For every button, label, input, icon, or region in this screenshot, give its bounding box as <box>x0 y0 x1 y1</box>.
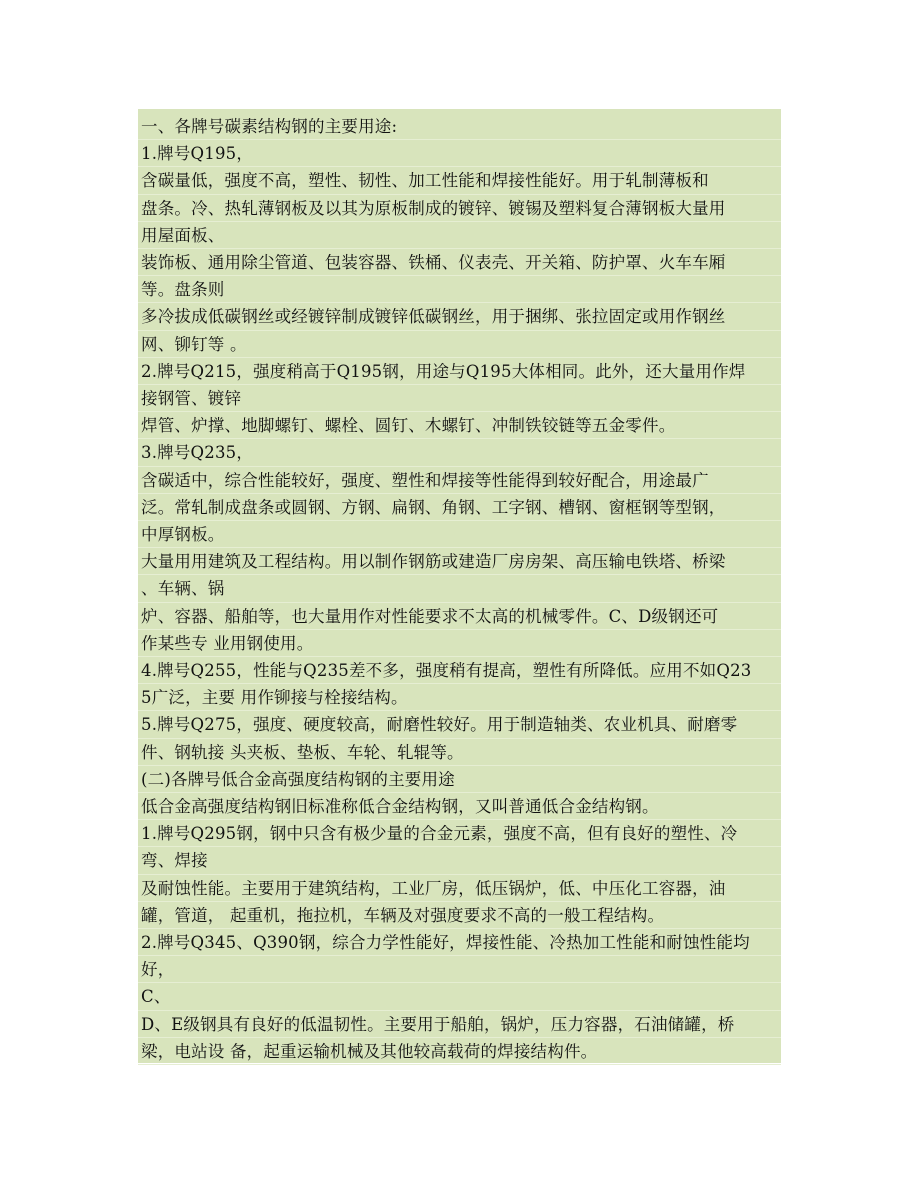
text-line: 一、各牌号碳素结构钢的主要用途: <box>141 117 398 136</box>
text-line: 焊管、炉撑、地脚螺钉、螺栓、圆钉、木螺钉、冲制铁铰链等五金零件。 <box>141 416 676 436</box>
text-line: 1.牌号Q295钢，钢中只含有极少量的合金元素，强度不高，但有良好的塑性、冷 <box>141 824 738 844</box>
text-line: 5.牌号Q275，强度、硬度较高，耐磨性较好。用于制造轴类、农业机具、耐磨零 <box>141 715 738 735</box>
text-line: 等。盘条则 <box>141 280 225 300</box>
text-line: 含碳适中，综合性能较好，强度、塑性和焊接等性能得到较好配合，用途最广 <box>141 470 709 490</box>
text-line: 作某些专 业用钢使用。 <box>141 633 314 653</box>
text-line: 含碳量低，强度不高，塑性、韧性、加工性能和焊接性能好。用于轧制薄板和 <box>141 171 709 191</box>
text-line: 网、铆钉等 。 <box>141 334 247 354</box>
text-line: 泛。常轧制成盘条或圆钢、方钢、扁钢、角钢、工字钢、槽钢、窗框钢等型钢， <box>141 497 726 517</box>
text-line: 2.牌号Q345、Q390钢，综合力学性能好，焊接性能、冷热加工性能和耐蚀性能均 <box>141 933 750 952</box>
document-panel <box>138 109 781 1063</box>
text-line: 梁，电站设 备，起重运输机械及其他较高载荷的焊接结构件。 <box>141 1041 598 1061</box>
text-line: 2.牌号Q215，强度稍高于Q195钢，用途与Q195大体相同。此外，还大量用作焊 <box>141 361 746 381</box>
text-line: 4.牌号Q255，性能与Q235差不多，强度稍有提高，塑性有所降低。应用不如Q23 <box>141 661 752 680</box>
text-line: 低合金高强度结构钢旧标准称低合金结构钢，又叫普通低合金结构钢。 <box>141 797 659 816</box>
text-line: 多冷拔成低碳钢丝或经镀锌制成镀锌低碳钢丝，用于捆绑、张拉固定或用作钢丝 <box>141 307 726 327</box>
text-line: 炉、容器、船舶等，也大量用作对性能要求不太高的机械零件。C、D级钢还可 <box>141 606 719 626</box>
text-line: 弯、焊接 <box>141 851 208 871</box>
text-line: 中厚钢板。 <box>141 525 225 544</box>
line-divider <box>138 982 781 983</box>
text-line: 1.牌号Q195， <box>141 144 254 164</box>
text-line: 盘条。冷、热轧薄钢板及以其为原板制成的镀锌、镀锡及塑料复合薄钢板大量用 <box>141 198 726 218</box>
text-line: 接钢管、镀锌 <box>141 389 242 408</box>
text-line: 件、钢轨接 头夹板、垫板、车轮、轧辊等。 <box>141 742 464 762</box>
text-line: C、 <box>141 987 171 1007</box>
text-line: 用屋面板、 <box>141 225 225 245</box>
text-line: 5广泛，主要 用作铆接与栓接结构。 <box>141 688 408 708</box>
text-line: 及耐蚀性能。主要用于建筑结构，工业厂房，低压锅炉，低、中压化工容器，油 <box>141 878 726 898</box>
text-line: (二)各牌号低合金高强度结构钢的主要用途 <box>141 769 455 789</box>
text-line: 罐，管道， 起重机，拖拉机，车辆及对强度要求不高的一般工程结构。 <box>141 905 665 925</box>
text-line: 3.牌号Q235， <box>141 443 254 463</box>
text-line: 装饰板、通用除尘管道、包装容器、铁桶、仪表壳、开关箱、防护罩、火车车厢 <box>141 253 726 272</box>
text-line: 、车辆、锅 <box>141 579 225 599</box>
text-line: 大量用用建筑及工程结构。用以制作钢筋或建造厂房房架、高压输电铁塔、桥梁 <box>141 552 726 572</box>
text-line: 好， <box>141 960 175 980</box>
text-line: D、E级钢具有良好的低温韧性。主要用于船舶，锅炉，压力容器，石油储罐，桥 <box>141 1014 735 1034</box>
